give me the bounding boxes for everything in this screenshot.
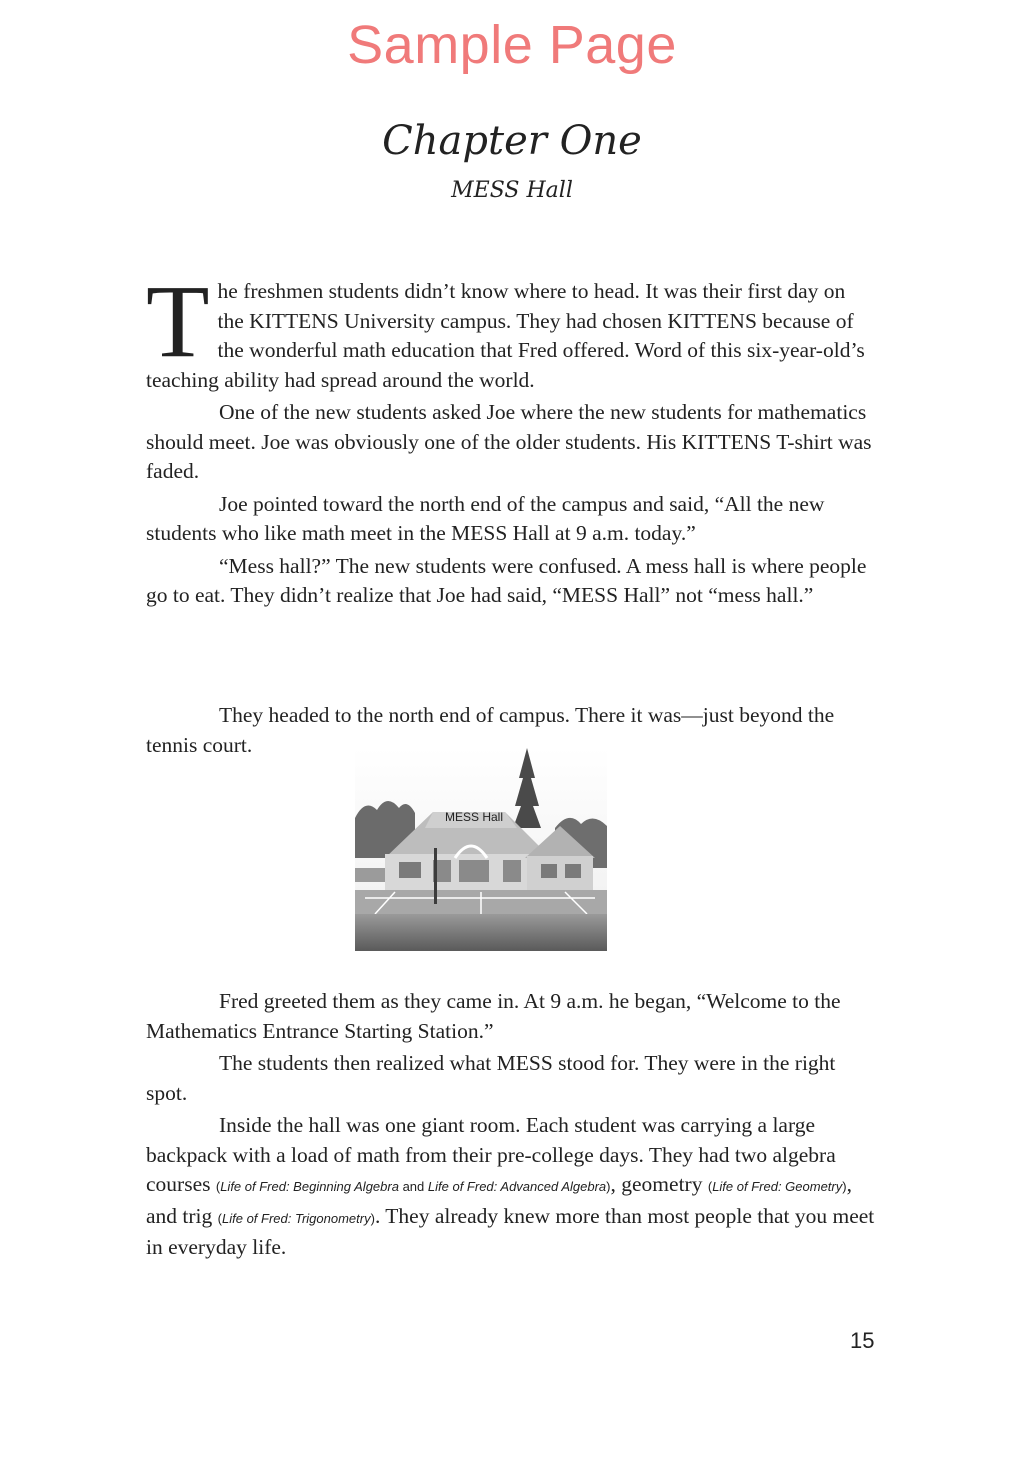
mess-hall-photo — [355, 748, 607, 951]
drop-cap: T — [146, 264, 210, 379]
paragraph-8-text-b: , geometry — [610, 1172, 708, 1196]
book-list-2: (Life of Fred: Geometry) — [707, 1179, 847, 1194]
paragraph-5: They headed to the north end of campus. There it was—just beyond the tennis court. — [146, 703, 835, 757]
paragraph-6: Fred greeted them as they came in. At 9 a.m. he began, “Welcome to the Mathematics Entrance Starting Station.” — [146, 989, 841, 1043]
paragraph-8-text-d: . They already knew more than most people that you meet in everyday life. — [146, 1203, 875, 1259]
paragraph-1 — [146, 264, 876, 395]
book-title-advanced-algebra: Life of Fred: Advanced Algebra — [427, 1179, 607, 1194]
photo-label: MESS Hall — [445, 810, 504, 824]
book-list-3: (Life of Fred: Trigonometry) — [217, 1210, 375, 1226]
paragraph-3: Joe pointed toward the north end of the campus and said, “All the new students who like math meet in the MESS Hall at 9 a.m. today.” — [146, 491, 825, 545]
paragraph-2: One of the new students asked Joe where the new students for mathematics should meet. Joe was obviously one of the older students. His KITTENS T-shirt was faded. — [146, 400, 872, 483]
page-number: 15 — [850, 1328, 875, 1353]
paragraph-1-text: he freshmen students didn’t know where to head. It was their first day on the KITTENS University campus. They had chosen KITTENS because of the wonderful math education that Fred offered. Word of this six-year-old’s teaching ability had spread around the world. — [146, 279, 865, 392]
paragraph-4: “Mess hall?” The new students were confused. A mess hall is where people go to eat. They didn’t realize that Joe had said, “MESS Hall” not “mess hall.” — [146, 553, 867, 607]
chapter-title: Chapter One — [382, 118, 642, 164]
text-block-bottom — [146, 987, 876, 1266]
paragraph-8-text-a: Inside the hall was one giant room. Each student was carrying a large backpack with a load of math from their pre-college days. They had two algebra courses — [146, 1113, 836, 1196]
book-title-beginning-algebra: Life of Fred: Beginning Algebra — [220, 1179, 399, 1194]
book-title-geometry: Life of Fred: Geometry — [712, 1179, 843, 1194]
text-block-top — [146, 264, 876, 614]
paragraph-7: The students then realized what MESS stood for. They were in the right spot. — [146, 1051, 836, 1105]
paragraph-8-text-c: , and trig — [146, 1172, 852, 1228]
paragraph-8 — [146, 1111, 876, 1263]
chapter-subtitle: MESS Hall — [451, 178, 573, 203]
book-conjunction: and — [402, 1179, 425, 1194]
book-title-trigonometry: Life of Fred: Trigonometry — [222, 1210, 371, 1226]
book-list-1: (Life of Fred: Beginning Algebra and Life of Fred: Advanced Algebra) — [215, 1179, 611, 1194]
sample-page-watermark: Sample Page — [347, 15, 677, 75]
